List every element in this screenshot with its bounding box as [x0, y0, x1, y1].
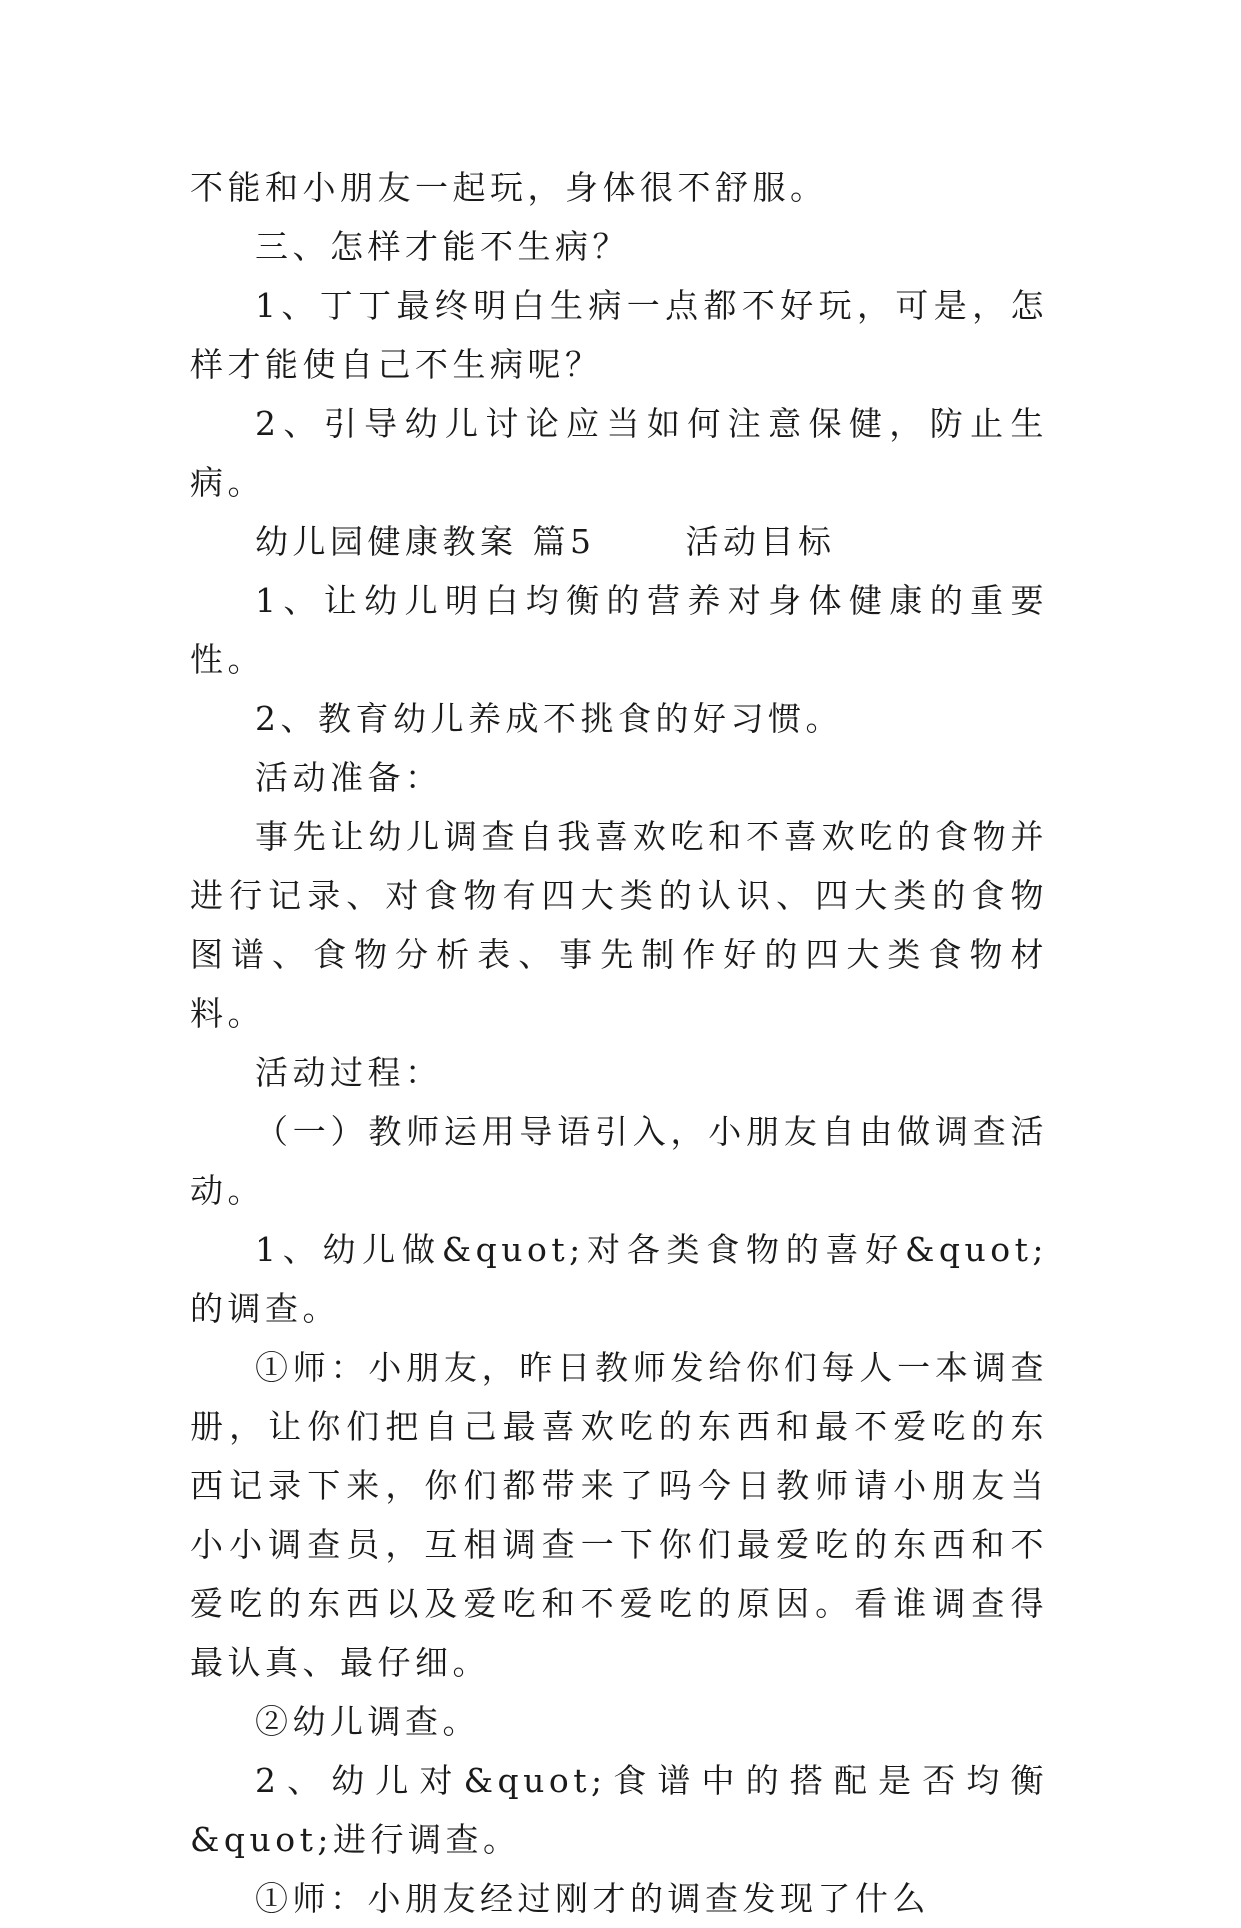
paragraph-6: 1、让幼儿明白均衡的营养对身体健康的重要性。	[190, 581, 1048, 679]
paragraph-3: 1、丁丁最终明白生病一点都不好玩，可是，怎样才能使自己不生病呢？	[190, 286, 1048, 384]
paragraph-8: 活动准备：	[255, 758, 443, 797]
paragraph-1: 不能和小朋友一起玩，身体很不舒服。	[190, 168, 828, 207]
paragraph-13: ①师：小朋友，昨日教师发给你们每人一本调查册，让你们把自己最喜欢吃的东西和最不爱吃的东西记录下来，你们都带来了吗今日教师请小朋友当小小调查员，互相调查一下你们最爱吃的东西和不爱吃的东西以及爱吃和不爱吃的原因。看谁调查得最认真、最仔细。	[190, 1348, 1048, 1682]
paragraph-4: 2、引导幼儿讨论应当如何注意保健，防止生病。	[190, 404, 1048, 502]
paragraph-2: 三、怎样才能不生病？	[255, 227, 630, 266]
paragraph-15: 2、幼儿对&quot;食谱中的搭配是否均衡&quot;进行调查。	[190, 1761, 1048, 1859]
paragraph-11: （一）教师运用导语引入，小朋友自由做调查活动。	[190, 1112, 1048, 1210]
section-heading: 幼儿园健康教案 篇5 活动目标	[255, 522, 836, 561]
paragraph-14: ②幼儿调查。	[255, 1702, 480, 1741]
paragraph-7: 2、教育幼儿养成不挑食的好习惯。	[255, 699, 843, 738]
paragraph-12: 1、幼儿做&quot;对各类食物的喜好&quot;的调查。	[190, 1230, 1048, 1328]
paragraph-10: 活动过程：	[255, 1053, 443, 1092]
paragraph-16: ①师：小朋友经过刚才的调查发现了什么	[255, 1879, 930, 1918]
document-body	[190, 158, 1048, 1928]
paragraph-9: 事先让幼儿调查自我喜欢吃和不喜欢吃的食物并进行记录、对食物有四大类的认识、四大类的食物图谱、食物分析表、事先制作好的四大类食物材料。	[190, 817, 1048, 1033]
